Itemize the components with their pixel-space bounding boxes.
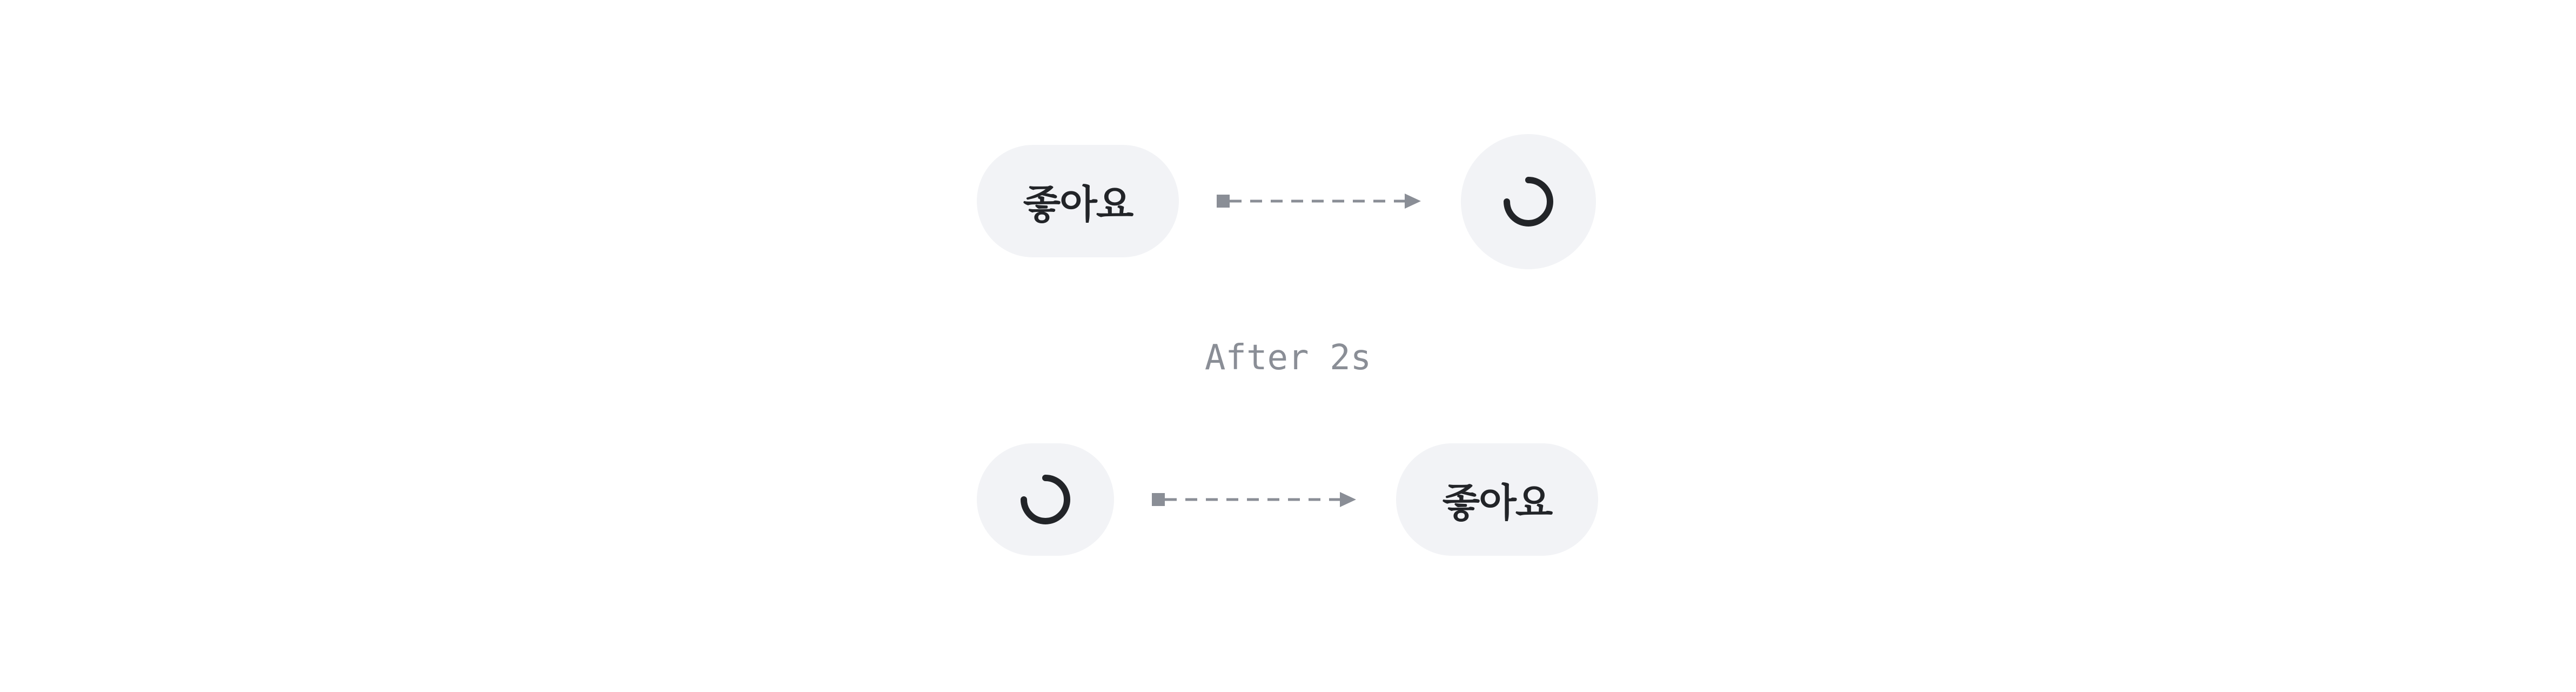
loading-spinner-icon — [1501, 175, 1555, 229]
like-button-label: 좋아요 — [1442, 480, 1552, 525]
loading-spinner-icon — [1018, 473, 1072, 527]
transition-caption: After 2s — [1204, 338, 1372, 378]
like-button-loading-start[interactable] — [977, 443, 1114, 556]
like-button-default[interactable] — [977, 145, 1179, 257]
like-button-label: 좋아요 — [1023, 182, 1133, 227]
like-button-loading[interactable] — [1461, 134, 1596, 269]
dashed-arrow-icon — [1151, 488, 1361, 511]
like-button-result[interactable] — [1396, 443, 1598, 556]
dashed-arrow-icon — [1216, 189, 1426, 213]
